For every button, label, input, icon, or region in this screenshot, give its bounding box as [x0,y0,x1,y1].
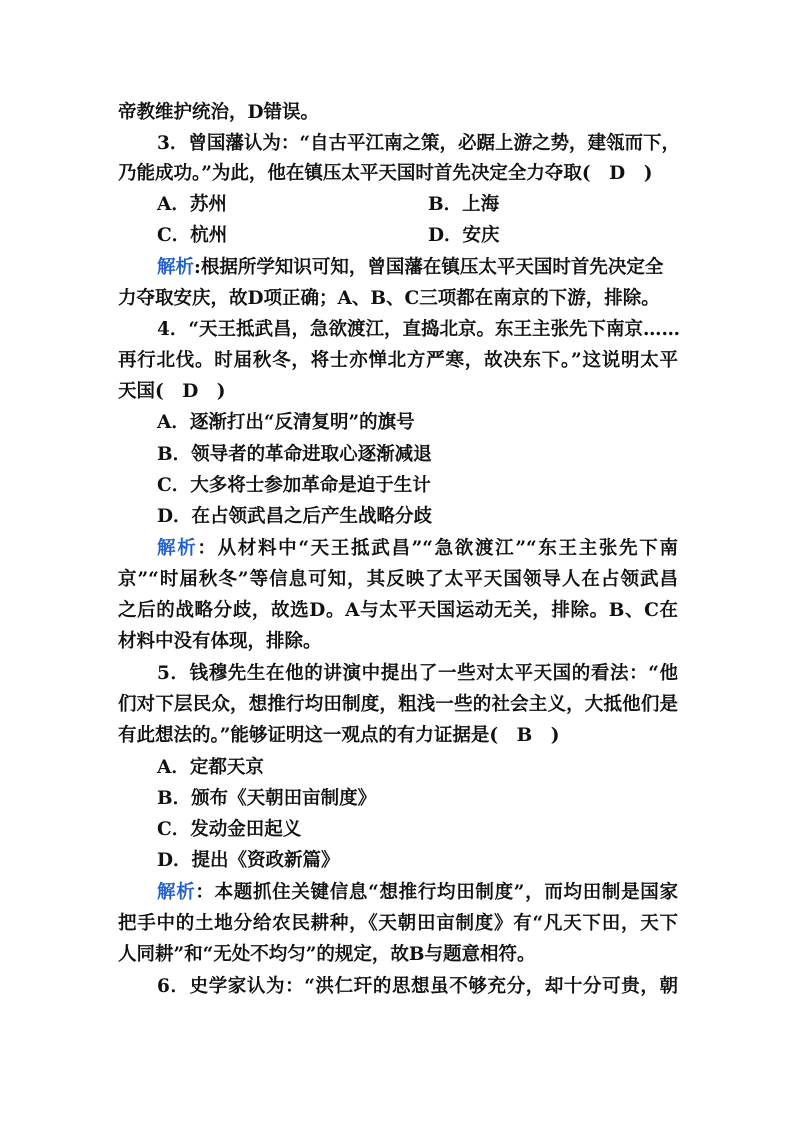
question-3-option-c: C．杭州 [157,225,228,246]
text-line: 帝教维护统治，D错误。 [118,102,320,123]
question-4-option-a: A．逐渐打出“反清复明”的旗号 [157,412,415,433]
question-4-stem-cont: 再行北伐。时届秋冬，将士亦惮北方严寒，故决东下。”这说明太平 [118,350,678,371]
question-4-option-d: D．在占领武昌之后产生战略分歧 [157,506,433,527]
question-3-stem: 3．曾国藩认为：“自古平江南之策，必踞上游之势，建瓴而下， [157,133,681,154]
question-5-option-a: A．定都天京 [157,757,264,778]
jiexi-label: 解析 [157,538,198,559]
explanation-text: ：本题抓住关键信息“想推行均田制度”，而均田制是国家 [195,882,678,903]
question-4-stem-end: 天国( D ) [118,381,226,402]
question-3-stem-cont: 乃能成功。”为此，他在镇压太平天国时首先决定全力夺取( D ) [118,163,653,184]
question-4-explanation-end: 材料中没有体现，排除。 [118,631,322,652]
question-5-stem-cont: 们对下层民众，想推行均田制度，粗浅一些的社会主义，大抵他们是 [118,694,678,715]
question-5-explanation [157,881,678,905]
question-4-option-b: B．领导者的革命进取心逐渐减退 [157,444,432,465]
question-3-explanation-cont: 力夺取安庆，故D项正确；A、B、C三项都在南京的下游，排除。 [118,288,660,309]
jiexi-label: 解析 [157,882,196,903]
question-5-option-c: C．发动金田起义 [157,819,302,840]
question-5-stem-end: 有此想法的。”能够证明这一观点的有力证据是( B ) [118,725,560,746]
question-3-explanation [157,256,678,280]
question-5-stem: 5．钱穆先生在他的讲演中提出了一些对太平天国的看法：“他 [157,663,678,684]
question-5-option-d: D．提出《资政新篇》 [157,850,340,871]
explanation-text: :根据所学知识可知，曾国藩在镇压太平天国时首先决定全 [194,257,664,278]
question-3-option-d: D．安庆 [428,225,500,246]
question-4-stem: 4．“天王抵武昌，急欲渡江，直捣北京。东王主张先下南京…… [157,319,681,340]
question-5-option-b: B．颁布《天朝田亩制度》 [157,788,377,809]
question-4-explanation [157,537,678,561]
question-4-option-c: C．大多将士参加革命是迫于生计 [157,475,431,496]
question-4-explanation-cont: 京”“时届秋冬”等信息可知，其反映了太平天国领导人在占领武昌 [118,569,678,590]
question-3-option-b: B．上海 [428,194,500,215]
explanation-text: ：从材料中“天王抵武昌”“急欲渡江”“东王主张先下南 [197,538,678,559]
question-5-explanation-cont: 把手中的土地分给农民耕种，《天朝田亩制度》有“凡天下田，天下 [118,913,678,934]
question-4-explanation-cont: 之后的战略分歧，故选D。A与太平天国运动无关，排除。B、C在 [118,600,678,621]
question-6-stem: 6．史学家认为：“洪仁玕的思想虽不够充分，却十分可贵，朝 [157,976,678,997]
question-5-explanation-end: 人同耕”和“无处不均匀”的规定，故B与题意相符。 [118,944,536,965]
question-3-option-a: A．苏州 [157,194,227,215]
jiexi-label: 解析 [157,257,195,278]
